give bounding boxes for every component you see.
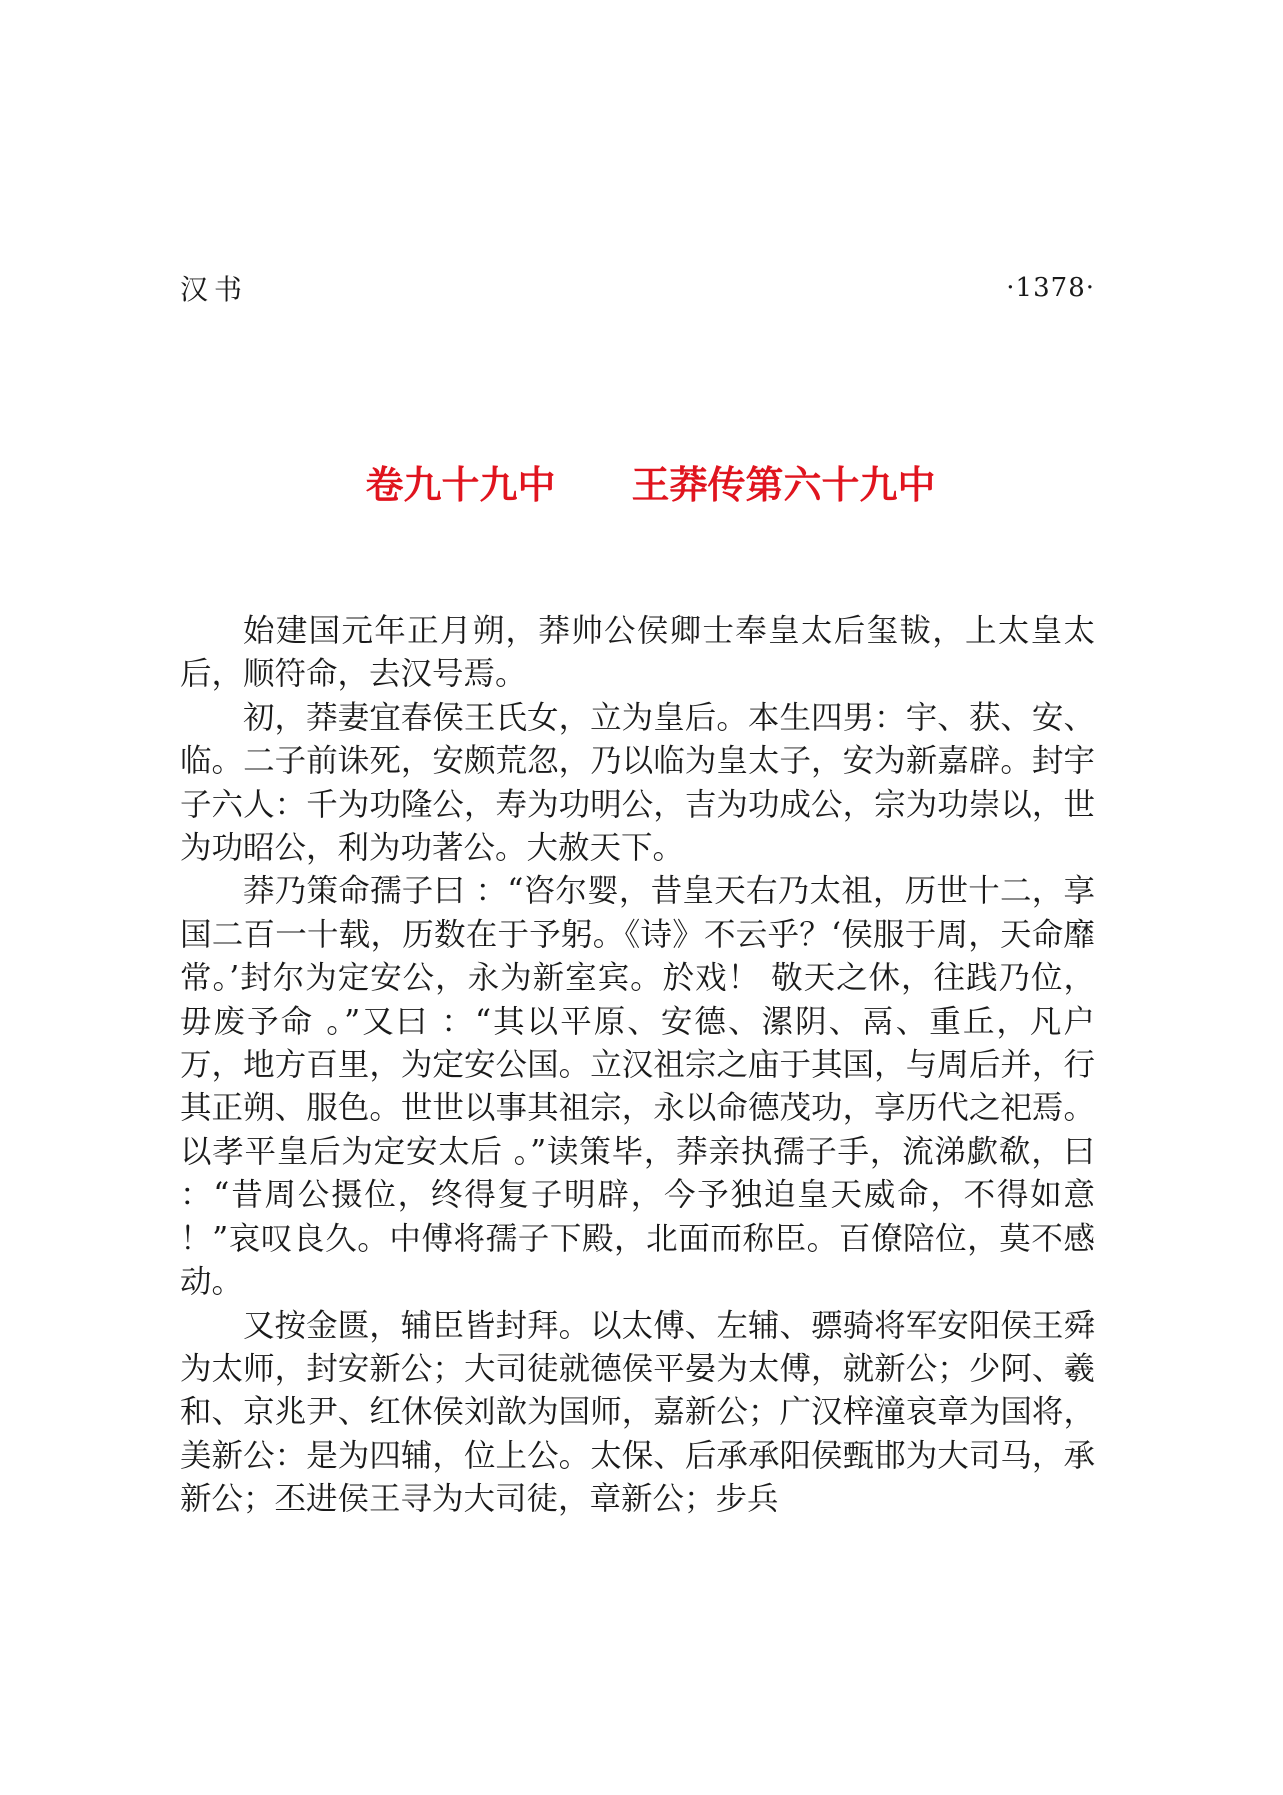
book-title: 汉书: [180, 273, 249, 306]
paragraph: 又按金匮，辅臣皆封拜。以太傅、左辅、骠骑将军安阳侯王舜为太师，封安新公；大司徒就德侯平晏为太傅，就新公；少阿、羲和、京兆尹、红休侯刘歆为国师，嘉新公；广汉梓潼哀章为国将，美新公：是为四辅，位上公。太保、后承承阳侯甄邯为大司马，承新公；丕进侯王寻为大司徒，章新公；步兵: [180, 1307, 1095, 1518]
running-header: [180, 268, 1095, 308]
body-text: [180, 610, 1095, 1522]
page-number: ·1378·: [1006, 273, 1095, 303]
chapter-volume: 卷九十九中: [365, 463, 556, 507]
chapter-name: 王莽传第六十九中: [631, 463, 936, 507]
paragraph: 莽乃策命孺子曰 ：“咨尔婴，昔皇天右乃太祖，历世十二，享国二百一十载，历数在于予躬。《诗》不云乎？‘侯服于周，天命靡常。’封尔为定安公，永为新室宾。於戏！ 敬天之休，往践乃位，毋废予命 。”又曰 ：“其以平原、安德、漯阴、鬲、重丘，凡户万，地方百里，为定安公国。立汉祖宗之庙于其国，与周后并，行其正朔、服色。世世以事其祖宗，永以命德茂功，享历代之祀焉。以孝平皇后为定安太后 。”读策毕，莽亲执孺子手，流涕歔欷，曰 ：“昔周公摄位，终得复子明辟，今予独迫皇天威命，不得如意 ！”哀叹良久。中傅将孺子下殿，北面而称臣。百僚陪位，莫不感动。: [180, 873, 1095, 1301]
paragraph: 始建国元年正月朔，莽帅公侯卿士奉皇太后玺韨，上太皇太后，顺符命，去汉号焉。: [180, 613, 1095, 693]
chapter-title: [0, 460, 1283, 510]
paragraph: 初，莽妻宜春侯王氏女，立为皇后。本生四男：宇、获、安、临。二子前诛死，安颇荒忽，乃以临为皇太子，安为新嘉辟。封宇子六人：千为功隆公，寿为功明公，吉为功成公，宗为功崇以，世为功昭公，利为功著公。大赦天下。: [180, 699, 1095, 867]
